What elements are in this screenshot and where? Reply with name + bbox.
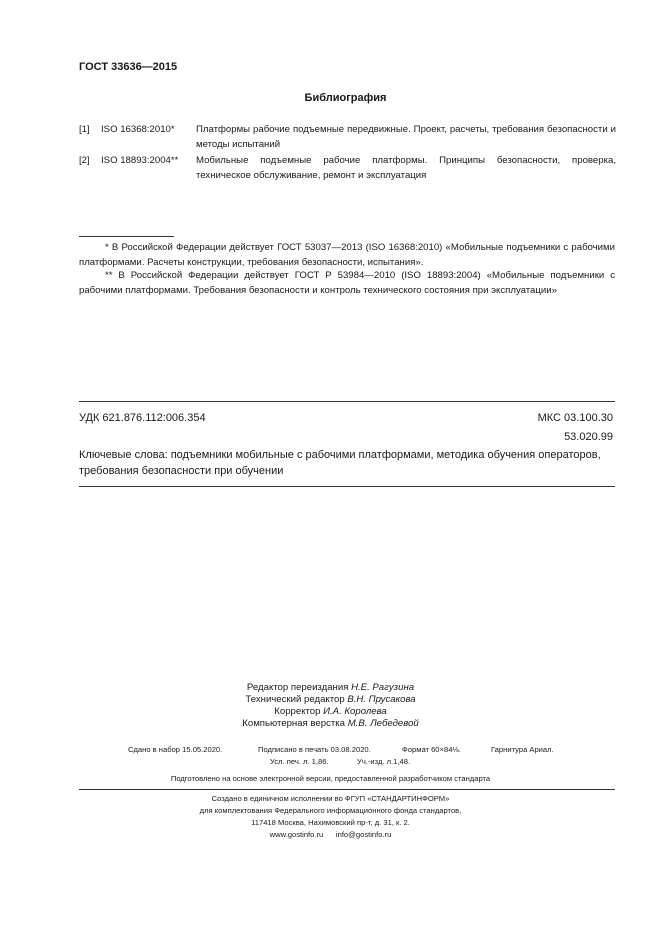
pub-signed: Подписано в печать 03.08.2020. bbox=[258, 745, 371, 754]
credit-layout bbox=[0, 718, 661, 729]
credit-role: Технический редактор bbox=[245, 694, 345, 705]
pub-format: Формат 60×84⅛. bbox=[402, 745, 461, 754]
bib-code: ISO 18893:2004** bbox=[101, 155, 179, 166]
credit-name: Н.Е. Рагузина bbox=[351, 682, 415, 693]
credit-role: Компьютерная верстка bbox=[242, 718, 346, 729]
divider bbox=[79, 401, 615, 402]
credit-name: И.А. Королева bbox=[323, 706, 387, 717]
mks-code: МКС 03.100.30 bbox=[537, 412, 613, 424]
credit-tech-editor bbox=[0, 694, 661, 705]
footnote-divider bbox=[79, 236, 174, 237]
credit-role: Редактор переиздания bbox=[246, 682, 349, 693]
credit-editor bbox=[0, 682, 661, 693]
credit-corrector bbox=[0, 706, 661, 717]
bib-number: [2] bbox=[79, 155, 90, 166]
bib-text: Мобильные подъемные рабочие платформы. Принципы безопасности, проверка, техническое обслуживание, ремонт и эксплуатация bbox=[196, 155, 616, 181]
bib-code: ISO 16368:2010* bbox=[101, 124, 175, 135]
mks-code-secondary: 53.020.99 bbox=[564, 431, 613, 443]
divider bbox=[79, 789, 615, 790]
keywords: Ключевые слова: подъемники мобильные с рабочими платформами, методика обучения операторов, требования безопасности при обучении bbox=[79, 449, 601, 477]
bib-number: [1] bbox=[79, 124, 90, 135]
udk-code: УДК 621.876.112:006.354 bbox=[79, 412, 206, 424]
publisher-line: 117418 Москва, Нахимовский пр-т, д. 31, к. 2. bbox=[251, 818, 410, 827]
pub-font: Гарнитура Ариал. bbox=[491, 745, 554, 754]
credit-name: В.Н. Прусакова bbox=[347, 694, 416, 705]
publisher-line: для комплектования Федерального информационного фонда стандартов, bbox=[199, 806, 462, 815]
standard-header: ГОСТ 33636—2015 bbox=[79, 61, 178, 73]
publisher-line: Создано в единичном исполнении во ФГУП «СТАНДАРТИНФОРМ» bbox=[211, 794, 450, 803]
pub-edition-sheets: Уч.-изд. л.1,48. bbox=[357, 757, 411, 766]
section-title bbox=[0, 92, 661, 104]
divider bbox=[79, 486, 615, 487]
pub-sent: Сдано в набор 15.05.2020. bbox=[128, 745, 223, 754]
credit-role: Корректор bbox=[274, 706, 321, 717]
footnote: * В Российской Федерации действует ГОСТ 53037—2013 (ISO 16368:2010) «Мобильные подъемники с рабочими платформами. Расчеты конструкции, требования безопасности, испытания». bbox=[79, 242, 615, 268]
publisher-contacts: www.gostinfo.ru info@gostinfo.ru bbox=[269, 830, 392, 839]
pub-sheets: Усл. печ. л. 1,86. bbox=[270, 757, 329, 766]
bib-text: Платформы рабочие подъемные передвижные. Проект, расчеты, требования безопасности и методы испытаний bbox=[196, 124, 616, 150]
footnote: ** В Российской Федерации действует ГОСТ Р 53984—2010 (ISO 18893:2004) «Мобильные подъемники с рабочими платформами. Требования безопасности и контроль технического состояния при эксплуатации» bbox=[79, 270, 615, 296]
pub-prepared: Подготовлено на основе электронной версии, предоставленной разработчиком стандарта bbox=[170, 774, 491, 783]
credit-name: М.В. Лебедевой bbox=[347, 718, 419, 729]
section-title-text: Библиография bbox=[304, 92, 387, 104]
